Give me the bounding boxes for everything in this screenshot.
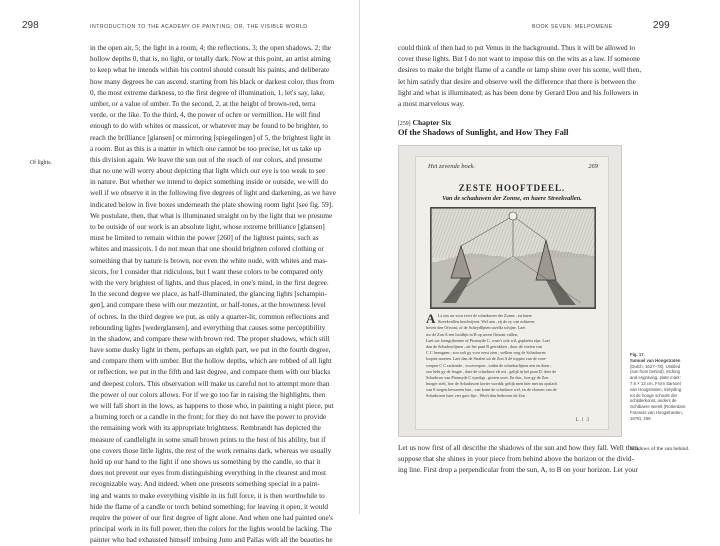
figure-book-page [415,156,609,430]
body-line: have some dusky light in them, perhaps an eighth part, we put in the fourth degree, [90,346,331,355]
right-page-number: 299 [653,20,670,31]
body-line: ing and wants to make everything visible in its full force, it is then worthwhile to [90,491,325,500]
body-line: let him satisfy that desire and observe well the difference that there is between the [398,77,636,86]
engraving-illustration [431,208,595,308]
body-line: to keep what he intends within his control should consult his paints, and deliberate [90,66,330,75]
body-line: indicated below in five boxes underneath the plate showing room light [see fig. 59]. [90,200,334,209]
caption-line: Samuel van Hoogstraten [630,357,681,363]
body-line: and deepest colors. This observation will make us careful not to attempt more than [90,379,330,388]
caption-line: 1678), 269. [630,415,652,421]
body-line: light and what is illuminated; as has been done by Gerard Dou and his followers in [398,88,639,97]
caption-line: Fig. 17. [630,352,645,357]
figure-caption [630,352,708,422]
figure-text-line: uw de Zon A een loodlijn in B op uwen Orisont vallen. [426,331,518,337]
body-line: a burning torch or a candle in the front; for they do not have the power to provide [90,413,327,422]
body-line: one covers those little lights, the rest of the work remains dark, whereas we usually [90,446,332,455]
body-line: hold up our hand to the light if one shows us something by the candle, so that it [90,457,321,466]
figure-book-header [428,163,598,173]
left-page [0,0,360,545]
figure-book-page-number: 269 [588,163,598,170]
body-line: something that by nature is brown, nor even the white nude, with whites and mas- [90,256,328,265]
body-line: or reflection, we put in the fifth and last degree, and compare them with our blacks [90,368,331,377]
body-line: principal work in its full power, then the colors for the lights would be lacking. The [90,525,332,534]
body-line: with the very brightest of lights, and thus placed, in one's mind, in the first degree. [90,278,329,287]
caption-line: tot de hooge schoole der [630,392,678,398]
body-line: gen], and compare these with our mezzotint, or half-tones, at the brownness level [90,301,326,310]
body-line: to be outside of our work is an absolute light, whose extreme brilliance [glansen] [90,223,325,231]
body-line: could think of then had to put Venus in the background. Thus it will be allowed to [398,44,636,52]
body-line: cover these lights. But I do not want to impose this on the wits as a law. If someone [398,55,640,64]
chapter-number: Chapter Six [412,118,452,127]
body-line: We postulate, then, that what is illuminated straight on by the light that we presume [90,211,333,220]
caption-line: and engraving, plate mark: [630,375,681,381]
chapter-heading [398,118,568,137]
figure-text-line: werpen C C rackende , voorwerpen , totdat de schaduwlijnen aen en doen ; [426,362,552,368]
body-line: recognizable way. And indeed, when one presents something special in a paint- [90,480,320,489]
body-line: the power of our colors allows. For if we go too far in raising the highlights, then [90,390,326,399]
body-line: we will fall short in the lows, as happens to those who, in painting a night piece, put [90,402,334,410]
figure-book-header-text: Het zevende boek. [428,163,476,170]
figure-title-line1: ZESTE HOOFTDEEL. [458,183,566,193]
body-line: must be limited to remain within the power [260] of the lightest paints, such as [90,234,319,243]
figure-text-line: van 0 wegen bewaeren kan , van komt de schaduwe wel, en de vlomen van de [426,387,557,393]
figure-text-line: Laet uw loongrjboome of Piramyde C, waer's ook wil, geplaetst zijn. Laet [426,337,550,343]
figure-plate [398,145,622,437]
body-line: how many degrees he can ascend, starting from his black or darkest color, thus from [90,77,335,86]
figure-text-line: hooger stelt, hoe de Schaduwen korter worddt; gelijk men hier met nu opzlach [426,381,558,387]
engraving-image [430,207,596,309]
figure-text-line: zoo hebt gy de lengte , daer de schaduwe eft ust , gelijk in het punt D, daer de [426,368,557,374]
body-line: in nature. But whether we intend to depict something inside or outside, we will do [90,178,328,187]
chapter-title: Of the Shadows of Sunlight, and How They Fall [398,128,569,137]
body-line: well if we observe it in the following five degrees of light and darkening, as we have [90,189,336,198]
figure-title-line2: Van de schaduwen der Zonne, en haere Streekvallen. [442,195,582,202]
figure-text-line: dan de Schaduwlijnen , uit het punt B getrokken , door de voeten van [426,343,542,349]
body-line: a room. But as this is a matter in which one cannot be too precise, let us take up [90,144,322,153]
body-line: the remaining work with its appropriate brightness. Rembrandt has depicted the [90,424,321,433]
body-line: ing line. First drop a perpendicular from the sun, A, to B on your horizon. Let your [398,466,639,475]
body-line: in the open air, 5; the light in a room, 4; the reflections, 3; the open shadows, 2; the [90,44,331,52]
figure-text-line: boven den Orisont, of de Scheydlijnen uwelkt schijne. Laet [426,325,526,331]
figure-drop-cap: A [426,311,436,326]
body-line: sicots, for I consider that ridiculous, but I want these colors to be compared only [90,267,324,276]
body-line: enough to do with whites or massicot, or whatever may be found to be brighter, to [90,122,328,131]
body-line: hide the flame of a candle or torch behind something; for leaving it open, it would [90,502,328,511]
body-line: this division again. We leave the sun out of the reach of our colors, and presume [90,155,323,164]
body-line: and compare them with umber. But the hollow depths, which are robbed of all light [90,357,332,366]
left-body-text [90,43,352,546]
body-line: 0, the most extreme darkness, to the first degree of illumination, 1, let's say, lake, [90,88,325,97]
caption-line: zichtbaere werelt (Rotterdam: [630,404,687,410]
caption-line: van Hoogstraten, Inleyding [630,386,682,392]
figure-text-line: loopen moeten. Laet dan de Stralen uit de Zon A de toppen van de voor- [426,356,547,362]
figure-signature: L l 3 [575,418,590,423]
caption-line: schilderkonst, anders de [630,398,677,404]
body-line: that no one will worry about depicting that light which our eye is too weak to see [90,167,326,176]
body-line: Let us now first of all describe the shadows of the sun and how they fall. Well then, [398,444,640,452]
right-margin-note: Shadows of the sun behind. [630,446,690,452]
body-line: of ochres. In the third degree we put, as only a quarter-lit, common reflections and [90,312,329,321]
figure-text-line: Ls ons nu voor eerst de schaduwen der Zonne , en haere [438,313,532,318]
body-line: In the second degree we place, as half-illuminated, the glancing lights [schampin- [90,290,327,299]
body-line: whites and massicots. I do not mean that one should brighten colored clothing or [90,245,324,254]
figure-text-line: C C heengaen ; zoo zult gy voor eerst zien , welken weg de Schaduwen [426,350,546,356]
body-line: does not prevent our eyes from distinguishing everything in the clearest and most [90,469,326,478]
body-line: rebounding lights [wederglansen], and everything that causes some perceptibility [90,323,326,332]
right-running-head: BOOK SEVEN: MELPOMENE [532,24,613,30]
gutter [359,0,360,514]
figure-text-line: Streekvallen beschrijven. Wel aen , zij de zy van achteren [438,319,535,325]
body-line: reach the brilliance [glansen] or mirroring [spiegelingen] of 5, the brightest light in [90,133,331,142]
left-running-head: INTRODUCTION TO THE ACADEMY OF PAINTING; OR, THE VISIBLE WORLD [90,24,308,30]
caption-line: 7.6 × 13 cm. From Samuel [630,380,681,386]
body-line: painter who had exhausted himself imbuing Juno and Pallas with all the beauties he [90,536,333,545]
chapter-section-number: [259] [398,121,411,127]
body-line: measure of candlelight in some small brown prints to the best of his ability, but if [90,435,326,444]
body-line: suppose that she shines in your piece from behind above the horizon or the divid- [398,455,634,464]
left-page-number: 298 [22,20,39,31]
body-line: verde, or the like. To the third, 4, the power of ochre or vermillion. He will find [90,111,321,120]
body-line: require the power of our first degree of light alone. And when one had painted one's [90,513,333,522]
caption-line: (sun from behind), etching [630,369,680,375]
caption-line: (Dutch, 1627–78). Untitled [630,363,681,369]
body-line: in the shadow, and compare these with brown red. The proper shadows, which still [90,334,330,343]
right-bottom-text [398,443,640,477]
body-line: a most marvelous way. [398,99,465,108]
body-line: desires to make the bright flame of a candle or lamp shine over his scene, well then, [398,66,642,75]
figure-text-line: Schaduwen haer vier gaes fijn , Wieft dan hetboven de Zon . [426,393,528,399]
figure-text-line: Schaduwe van Piramyde C eyndigt , gezien wort. En dus , hoe gy de Zon [426,374,549,380]
left-margin-note: Of lights. [30,160,52,166]
caption-line: Fransois van Hoogstraeten, [630,409,683,415]
figure-printed-text [426,313,598,400]
body-line: umber, or a value of umber. To the second, 2, at the height of brown-red, terra [90,99,316,108]
right-top-text [398,43,642,110]
body-line: hollow depths 0, that is, no light, or totally dark. Now at this point, an artist aiming [90,55,331,64]
